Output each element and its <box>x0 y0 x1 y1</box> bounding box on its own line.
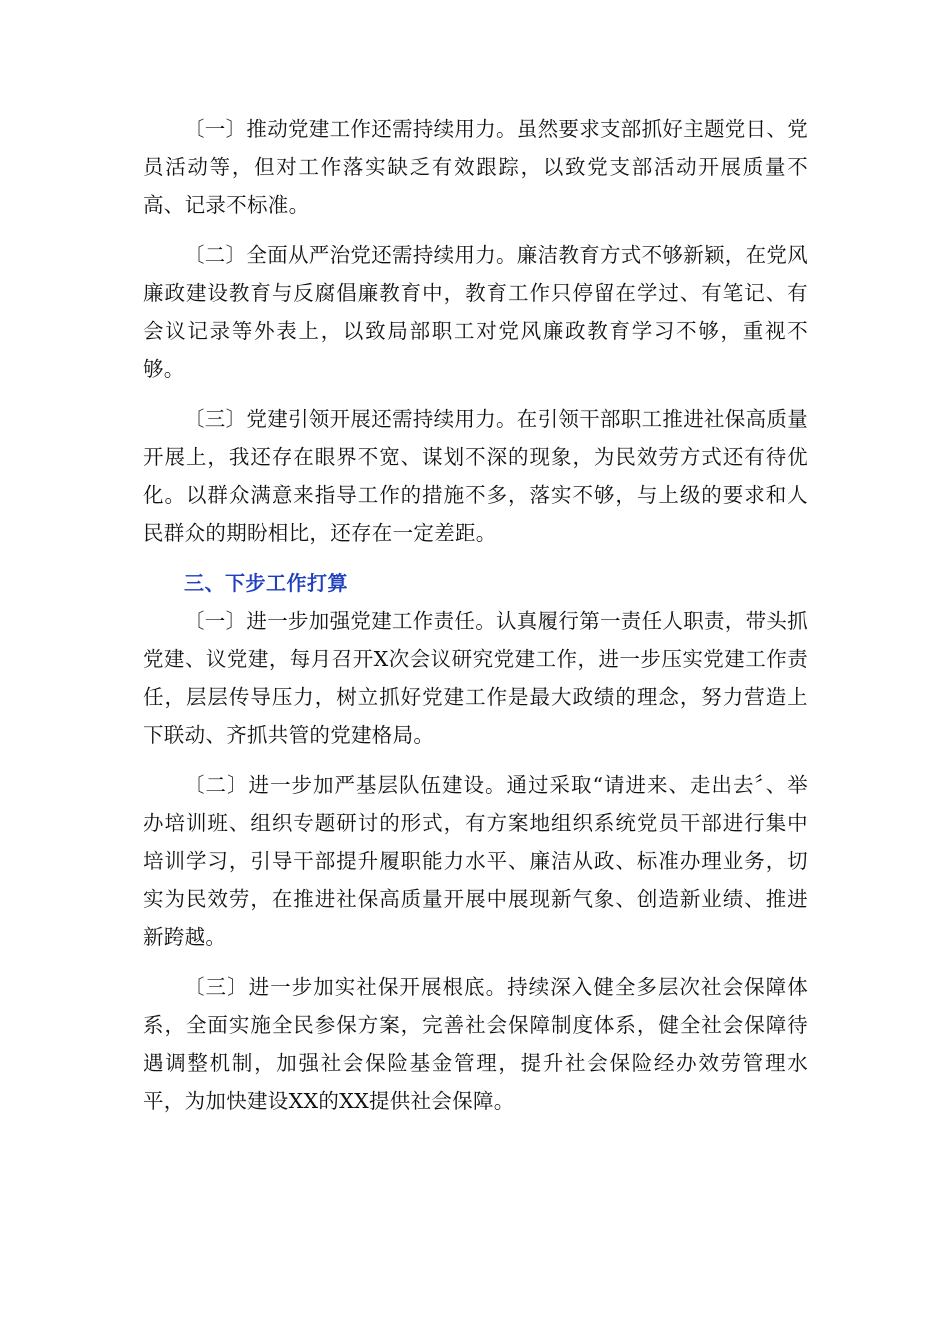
document-page <box>143 110 808 1120</box>
paragraph-section3-item3: 〔三〕进一步加实社保开展根底。持续深入健全多层次社会保障体系，全面实施全民参保方案，完善社会保障制度体系，健全社会保障待遇调整机制，加强社会保险基金管理，提升社会保险经办效劳管理水平，为加快建设XX的XX提供社会保障。 <box>143 975 808 1113</box>
paragraph-section3-item1: 〔一〕进一步加强党建工作责任。认真履行第一责任人职责，带头抓党建、议党建，每月召开X次会议研究党建工作，进一步压实党建工作责任，层层传导压力，树立抓好党建工作是最大政绩的理念，努力营造上下联动、齐抓共管的党建格局。 <box>143 609 808 747</box>
paragraph-section2-item2: 〔二〕全面从严治党还需持续用力。廉洁教育方式不够新颖，在党风廉政建设教育与反腐倡廉教育中，教育工作只停留在学过、有笔记、有会议记录等外表上，以致局部职工对党风廉政教育学习不够，重视不够。 <box>143 243 808 381</box>
paragraph-section3-item2: 〔二〕进一步加严基层队伍建设。通过采取“请进来、走出去〞、举办培训班、组织专题研讨的形式，有方案地组织系统党员干部进行集中培训学习，引导干部提升履职能力水平、廉洁从政、标准办理业务，切实为民效劳，在推进社保高质量开展中展现新气象、创造新业绩、推进新跨越。 <box>143 773 808 949</box>
section3-heading: 三、下步工作打算 <box>184 571 348 595</box>
paragraph-section2-item1: 〔一〕推动党建工作还需持续用力。虽然要求支部抓好主题党日、党员活动等，但对工作落实缺乏有效跟踪，以致党支部活动开展质量不高、记录不标准。 <box>143 117 808 217</box>
paragraph-section2-item3: 〔三〕党建引领开展还需持续用力。在引领干部职工推进社保高质量开展上，我还存在眼界不宽、谋划不深的现象，为民效劳方式还有待优化。以群众满意来指导工作的措施不多，落实不够，与上级的要求和人民群众的期盼相比，还存在一定差距。 <box>143 407 808 545</box>
